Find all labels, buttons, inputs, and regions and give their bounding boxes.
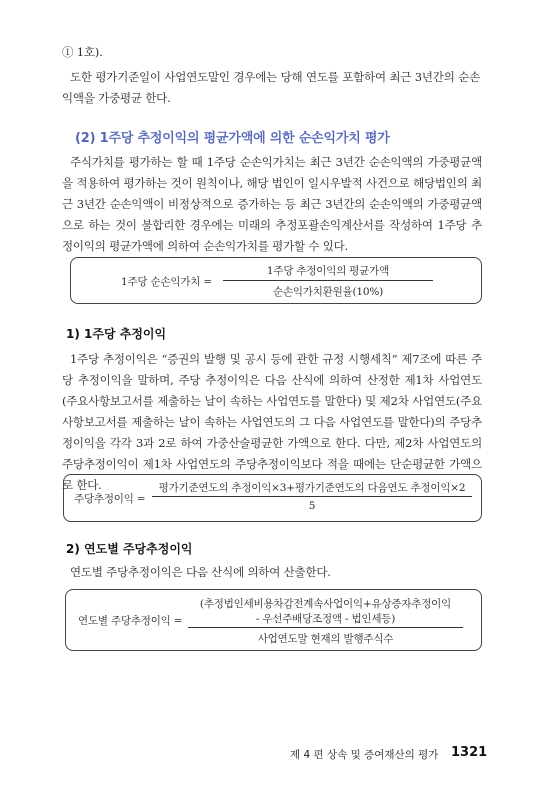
section-paragraph: 주식가치를 평가하는 할 때 1주당 순손익가치는 최근 3년간 순손익액의 가중평균액을 적용하여 평가하는 것이 원칙이나, 해당 법인이 일시우발적 사건으로 해당법인의 최근 3년간 순손익액이 비정상적으로 증가하는 등 최근 3년간의 순손익액의 가중평균액으로 하는 것이 불합리한 경우에는 미래의 추정포괄손익계산서를 작성하여 1주당 추정이익의 평균가액에 의하여 순손익가치를 평가할 수 있다. (62, 155, 482, 253)
subsection-paragraph: 1주당 추정이익은 “증권의 발행 및 공시 등에 관한 규정 시행세칙” 제7조에 따른 주당 추정이익을 말하며, 주당 추정이익은 다음 산식에 의하여 산정한 제1차 사업연도(주요사항보고서를 제출하는 날이 속하는 사업연도를 말한다) 및 제2차 사업연도(주요사항보고서를 제출하는 날이 속하는 사업연도의 그 다음 사업연도를 말한다)의 주당추정이익을 각각 3과 2로 하여 가중산술평균한 가액으로 한다. 다만, 제2차 사업연도의 주당추정이익이 제1차 사업연도의 주당추정이익보다 적을 때에는 단순평균한 가액으로 한다. (62, 352, 482, 492)
running-footer: 제 4 편 상속 및 증여재산의 평가 (290, 749, 439, 761)
formula-box-estimated-earnings (63, 474, 482, 522)
subsection-paragraph: 연도별 주당추정이익은 다음 산식에 의하여 산출한다. (70, 565, 331, 579)
fraction-bar (188, 627, 463, 628)
formula-lhs: 연도별 주당추정이익 = (78, 615, 183, 627)
formula-denominator: 순손익가치환원율(10%) (272, 286, 384, 298)
formula-lhs: 주당추정이익 = (74, 493, 146, 505)
section-heading: (2) 1주당 추정이익의 평균가액에 의한 순손익가치 평가 (75, 131, 390, 146)
formula-box-per-share-value (70, 257, 482, 304)
page-number: 1321 (451, 745, 488, 760)
subsection-heading: 2) 연도별 주당추정이익 (66, 542, 193, 556)
formula-numerator: 평가기준연도의 추정이익×3+평가기준연도의 다음연도 추정이익×2 (158, 482, 466, 494)
intro-paragraph: 도한 평가기준일이 사업연도말인 경우에는 당해 연도를 포함하여 최근 3년간의 순손익액을 가중평균 한다. (62, 70, 480, 105)
fraction-bar (152, 496, 472, 497)
continuation-line: ① 1호). (62, 45, 103, 59)
formula-denominator: 5 (308, 500, 316, 512)
fraction-bar (223, 280, 433, 281)
formula-numerator-line1: (추정법인세비용차감전계속사업이익+유상증자추정이익 (199, 598, 452, 610)
formula-numerator-line2: - 우선주배당조정액 - 법인세등) (255, 613, 396, 625)
formula-box-annual-estimated-earnings (65, 589, 482, 651)
formula-numerator: 1주당 추정이익의 평균가액 (266, 265, 390, 277)
subsection-heading: 1) 1주당 추정이익 (66, 327, 167, 341)
formula-lhs: 1주당 순손익가치 = (121, 276, 212, 288)
formula-denominator: 사업연도말 현재의 발행주식수 (257, 633, 394, 645)
